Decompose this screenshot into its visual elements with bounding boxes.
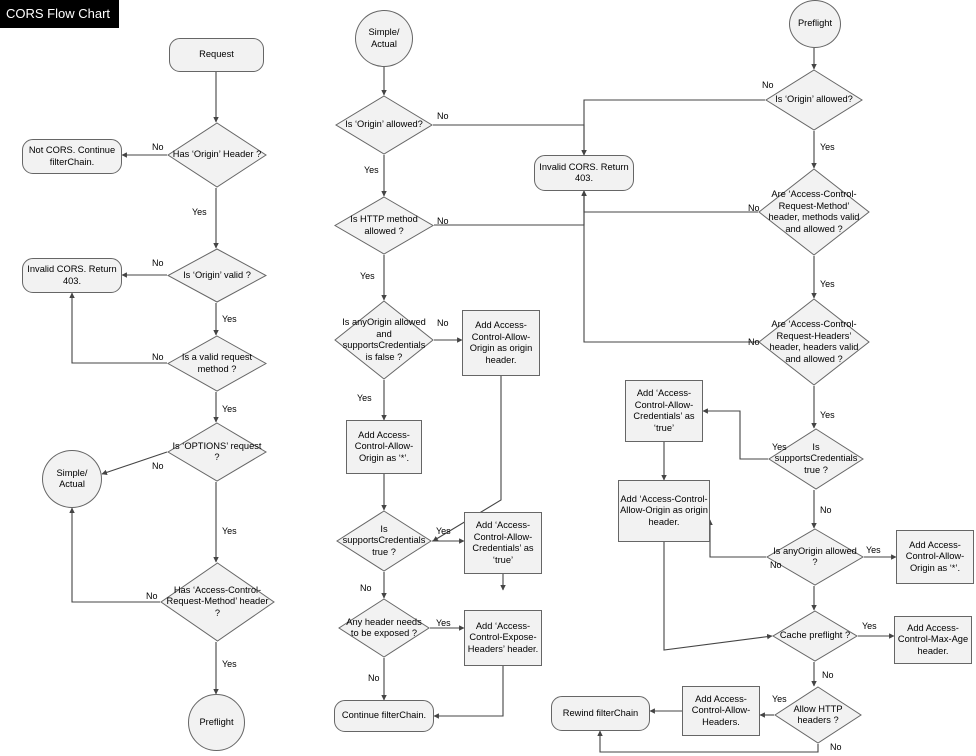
flow-node-label: Add ‘Access-Control-Allow-Credentials’ as ‘true’ [472, 520, 534, 565]
edge-label: Yes [772, 442, 787, 452]
flow-node-r3[interactable] [758, 168, 870, 256]
flow-node-m4[interactable] [334, 196, 434, 255]
flow-node-n10[interactable] [188, 694, 245, 751]
flow-node-label: Invalid CORS. Return 403. [27, 264, 117, 286]
flow-node-label: Any header needs to be exposed ? [346, 616, 422, 638]
flow-node-r11[interactable] [894, 616, 972, 664]
flow-node-n7[interactable] [167, 422, 267, 482]
flow-node-n5[interactable] [22, 258, 122, 293]
flow-node-r7[interactable] [618, 480, 710, 542]
edge-label: Yes [192, 207, 207, 217]
flow-node-m11[interactable] [464, 610, 542, 666]
edge-label: Yes [222, 314, 237, 324]
edge-label: Yes [364, 165, 379, 175]
flow-node-label: Add Access-Control-Max-Age header. [897, 622, 969, 656]
flow-node-n2[interactable] [167, 122, 267, 188]
flow-node-label: Add Access-Control-Allow-Origin as origin header. [469, 320, 533, 365]
flow-node-n6[interactable] [167, 335, 267, 392]
edge-label: No [437, 318, 449, 328]
edge-label: Yes [820, 279, 835, 289]
flow-node-r1[interactable] [789, 0, 841, 48]
edge-label: No [360, 583, 372, 593]
edge-label: No [146, 591, 158, 601]
edge-label: Yes [357, 393, 372, 403]
flow-node-n4[interactable] [167, 248, 267, 303]
flow-node-label: Add Access-Control-Allow-Origin as ‘*’. [354, 429, 414, 463]
flow-node-m5[interactable] [334, 300, 434, 380]
flow-node-n1[interactable] [169, 38, 264, 72]
flow-node-label: Preflight [199, 716, 234, 727]
flow-node-label: Not CORS. Continue filterChain. [28, 145, 116, 167]
edge-label: No [820, 505, 832, 515]
edge-label: No [830, 742, 842, 752]
edge-label: Yes [360, 271, 375, 281]
edge-label: Yes [820, 410, 835, 420]
flow-node-label: Has ‘Access-Control-Request-Method’ header ? [166, 584, 269, 618]
flow-node-m6[interactable] [462, 310, 540, 376]
flow-node-label: Is supportsCredentials true ? [774, 441, 858, 475]
flow-node-r8[interactable] [766, 528, 864, 586]
flow-node-m3[interactable] [534, 155, 634, 191]
flow-node-label: Rewind filterChain [562, 707, 639, 718]
flow-node-n8[interactable] [42, 450, 102, 508]
edge-label: No [437, 216, 449, 226]
flow-node-label: Add Access-Control-Allow-Origin as ‘*’. [905, 539, 965, 573]
flow-node-label: Is a valid request method ? [181, 352, 253, 374]
flow-node-label: Has ‘Origin’ Header ? [172, 149, 262, 160]
flow-node-label: Is anyOrigin allowed ? [773, 545, 857, 567]
flow-node-m1[interactable] [355, 10, 413, 67]
flow-node-label: Add ‘Access-Control-Allow-Credentials’ as ‘true’ [633, 388, 695, 433]
edge-label: Yes [222, 659, 237, 669]
flow-node-r4[interactable] [758, 298, 870, 386]
edge-label: No [762, 80, 774, 90]
flow-node-label: Is HTTP method allowed ? [350, 214, 418, 236]
flow-node-r12[interactable] [774, 686, 862, 744]
flow-node-label: Is ‘OPTIONS’ request ? [172, 440, 262, 462]
edge-label: Yes [866, 545, 881, 555]
flow-node-n3[interactable] [22, 139, 122, 174]
chart-title: CORS Flow Chart [0, 0, 119, 28]
edge-label: No [368, 673, 380, 683]
flow-node-label: Are ‘Access-Control-Request-Method’ header, methods valid and allowed ? [768, 189, 860, 234]
flow-node-label: Add Access-Control-Allow-Headers. [691, 693, 751, 727]
flow-node-r13[interactable] [682, 686, 760, 736]
flow-node-m9[interactable] [464, 512, 542, 574]
edge-label: Yes [862, 621, 877, 631]
edge-label: No [748, 203, 760, 213]
edge-label: No [437, 111, 449, 121]
flow-node-label: Cache preflight ? [779, 630, 851, 641]
flow-node-label: Allow HTTP headers ? [793, 703, 843, 725]
flow-node-label: Invalid CORS. Return 403. [539, 161, 629, 183]
edge-label: No [822, 670, 834, 680]
edge-label: No [152, 142, 164, 152]
flow-node-r14[interactable] [551, 696, 650, 731]
flow-node-label: Is supportsCredentials true ? [342, 523, 426, 557]
flow-node-label: Preflight [797, 18, 833, 29]
flow-node-r5[interactable] [625, 380, 703, 442]
flow-node-m10[interactable] [338, 598, 430, 658]
edge-label: No [152, 352, 164, 362]
edge-label: Yes [820, 142, 835, 152]
flow-node-label: Simple/ Actual [56, 467, 88, 489]
edge-label: No [748, 337, 760, 347]
edge-label: No [152, 258, 164, 268]
flow-node-label: Add ‘Access-Control-Expose-Headers’ header. [467, 620, 539, 654]
edge-label: Yes [436, 618, 451, 628]
flow-node-m8[interactable] [336, 510, 432, 572]
flow-node-r2[interactable] [765, 69, 863, 131]
flow-node-label: Is ‘Origin’ allowed? [775, 94, 853, 105]
flow-node-r9[interactable] [896, 530, 974, 584]
flow-node-label: Continue filterChain. [341, 710, 427, 721]
flow-node-label: Simple/ Actual [368, 27, 400, 49]
edge-label: Yes [222, 404, 237, 414]
edge-label: No [152, 461, 164, 471]
flow-node-label: Is ‘Origin’ valid ? [183, 269, 251, 280]
flow-node-label: Is anyOrigin allowed and supportsCredentials is false ? [342, 317, 426, 362]
edge-label: No [770, 560, 782, 570]
edge-label: Yes [436, 526, 451, 536]
flow-node-label: Is ‘Origin’ allowed? [345, 119, 423, 130]
flow-node-label: Are ‘Access-Control-Request-Headers’ header, headers valid and allowed ? [769, 319, 859, 364]
flow-node-m7[interactable] [346, 420, 422, 474]
flow-node-label: Request [199, 49, 234, 60]
flow-node-n9[interactable] [160, 562, 275, 642]
flow-node-r10[interactable] [772, 610, 858, 662]
flow-node-m2[interactable] [335, 95, 433, 155]
edge-label: Yes [772, 694, 787, 704]
flow-node-r6[interactable] [768, 428, 864, 490]
flow-node-label: Add ‘Access-Control-Allow-Origin as origin header. [620, 493, 708, 527]
edge-label: Yes [222, 526, 237, 536]
flow-node-m12[interactable] [334, 700, 434, 732]
